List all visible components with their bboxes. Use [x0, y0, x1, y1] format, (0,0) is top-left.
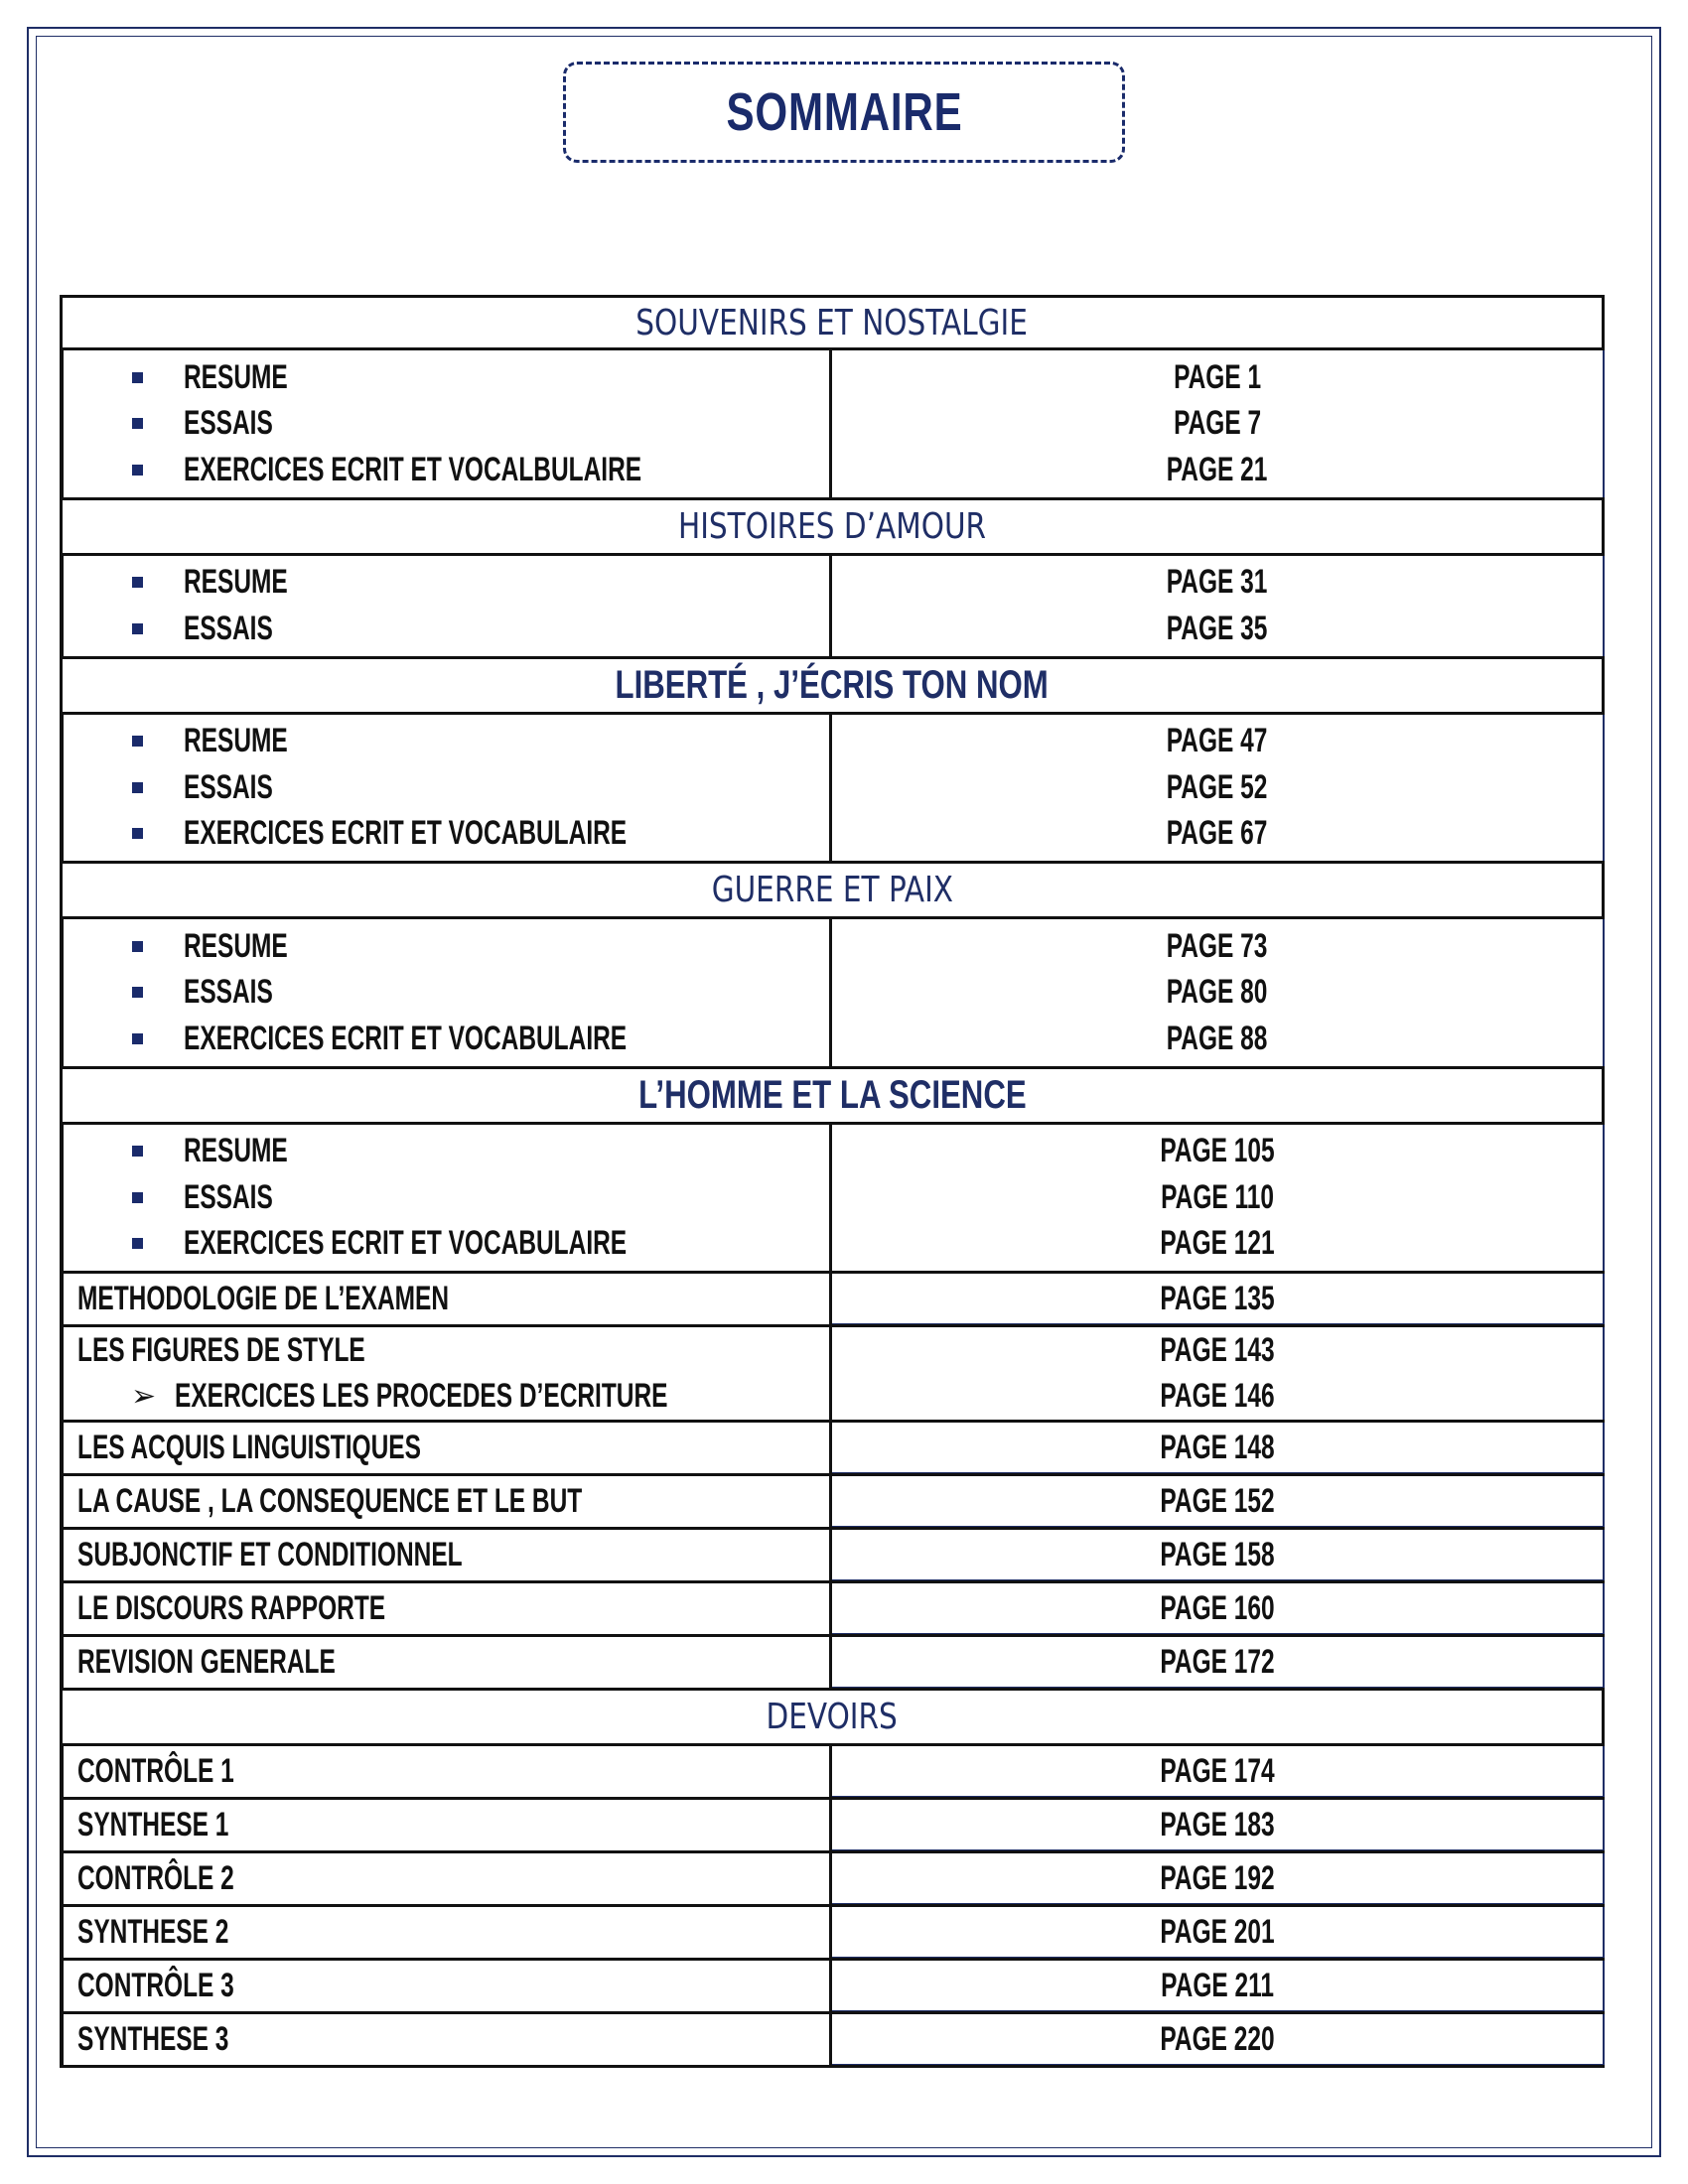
bullet-icon	[132, 828, 143, 839]
table-row[interactable]: METHODOLOGIE DE L’EXAMEN PAGE 135	[60, 1274, 1605, 1327]
arrow-bullet-icon: ➢	[131, 1379, 157, 1413]
page-number: PAGE 105	[1160, 1132, 1275, 1170]
bullet-icon	[132, 736, 143, 747]
bullet-icon	[132, 987, 143, 998]
bullet-icon	[132, 465, 143, 476]
list-item[interactable]: RESUME	[64, 1129, 829, 1175]
table-row[interactable]: SYNTHESE 1 PAGE 183	[60, 1800, 1605, 1853]
title-box	[563, 62, 1125, 163]
section-group	[60, 919, 1605, 1069]
page-number: PAGE 160	[1160, 1588, 1275, 1627]
page-number: PAGE 121	[1160, 1224, 1275, 1263]
bullet-icon	[132, 372, 143, 383]
page-number: PAGE 201	[1160, 1912, 1275, 1951]
section-group	[60, 1125, 1605, 1275]
bullet-icon	[132, 623, 143, 634]
list-item[interactable]: ESSAIS	[64, 1174, 829, 1221]
page-number: PAGE 143	[1160, 1330, 1275, 1369]
page-number: PAGE 152	[1160, 1481, 1275, 1520]
page-number: PAGE 35	[1167, 609, 1268, 647]
page-number: PAGE 146	[1160, 1377, 1275, 1416]
bullet-icon	[132, 1238, 143, 1249]
list-item[interactable]: RESUME	[64, 719, 829, 765]
table-row[interactable]: CONTRÔLE 3 PAGE 211	[60, 1961, 1605, 2014]
page-number: PAGE 110	[1161, 1177, 1274, 1216]
page-number: PAGE 88	[1167, 1019, 1268, 1057]
section-group	[60, 556, 1605, 659]
bullet-icon	[132, 1146, 143, 1157]
list-item[interactable]: RESUME	[64, 354, 829, 401]
bullet-icon	[132, 1033, 143, 1044]
list-item[interactable]: RESUME	[64, 560, 829, 607]
table-row[interactable]: REVISION GENERALE PAGE 172	[60, 1637, 1605, 1691]
list-item[interactable]: EXERCICES ECRIT ET VOCABULAIRE	[64, 1016, 829, 1062]
bullet-icon	[132, 1192, 143, 1203]
section-heading: SOUVENIRS ET NOSTALGIE	[60, 295, 1605, 350]
page-number: PAGE 183	[1160, 1805, 1275, 1843]
table-row[interactable]: CONTRÔLE 2 PAGE 192	[60, 1853, 1605, 1907]
page-number: PAGE 31	[1167, 563, 1268, 602]
table-row[interactable]: LES ACQUIS LINGUISTIQUES PAGE 148	[60, 1423, 1605, 1476]
section-heading: HISTOIRES D’AMOUR	[60, 500, 1605, 556]
table-row[interactable]: CONTRÔLE 1 PAGE 174	[60, 1746, 1605, 1800]
page-number: PAGE 135	[1160, 1279, 1275, 1317]
bullet-icon	[132, 418, 143, 429]
page-number: PAGE 1	[1174, 357, 1261, 396]
page-number: PAGE 211	[1161, 1966, 1274, 2004]
table-of-contents	[60, 295, 1605, 2068]
page-title: SOMMAIRE	[726, 82, 962, 142]
list-item[interactable]: EXERCICES ECRIT ET VOCABULAIRE	[64, 1221, 829, 1268]
table-row[interactable]: SYNTHESE 3 PAGE 220	[60, 2014, 1605, 2068]
bullet-icon	[132, 577, 143, 588]
page-number: PAGE 67	[1167, 814, 1268, 853]
page-number: PAGE 172	[1160, 1642, 1275, 1681]
bullet-icon	[132, 782, 143, 793]
table-row[interactable]: SYNTHESE 2 PAGE 201	[60, 1907, 1605, 1961]
section-group	[60, 715, 1605, 865]
section-heading: LIBERTÉ , J’ÉCRIS TON NOM	[60, 659, 1605, 715]
page-number: PAGE 80	[1167, 973, 1268, 1012]
page-number: PAGE 174	[1160, 1751, 1275, 1790]
page-number: PAGE 47	[1167, 722, 1268, 760]
list-item[interactable]: EXERCICES ECRIT ET VOCABULAIRE	[64, 811, 829, 858]
list-item[interactable]: ESSAIS	[64, 401, 829, 448]
list-item[interactable]: EXERCICES ECRIT ET VOCALBULAIRE	[64, 447, 829, 493]
list-item[interactable]: ESSAIS	[64, 764, 829, 811]
table-row[interactable]: LES FIGURES DE STYLE ➢ EXERCICES LES PROCEDES D’ECRITURE PAGE 143 PAGE 146	[60, 1327, 1605, 1423]
table-row[interactable]: SUBJONCTIF ET CONDITIONNEL PAGE 158	[60, 1530, 1605, 1583]
page-number: PAGE 192	[1160, 1858, 1275, 1897]
list-item[interactable]: ESSAIS	[64, 970, 829, 1017]
bullet-icon	[132, 941, 143, 952]
page-number: PAGE 52	[1167, 767, 1268, 806]
section-heading: GUERRE ET PAIX	[60, 864, 1605, 919]
section-heading: L’HOMME ET LA SCIENCE	[60, 1069, 1605, 1125]
page-number: PAGE 73	[1167, 926, 1268, 965]
table-row[interactable]: LA CAUSE , LA CONSEQUENCE ET LE BUT PAGE 152	[60, 1476, 1605, 1530]
section-heading: DEVOIRS	[60, 1691, 1605, 1746]
section-group	[60, 350, 1605, 500]
page-number: PAGE 158	[1160, 1535, 1275, 1573]
page-number: PAGE 148	[1160, 1428, 1275, 1466]
list-item[interactable]: ESSAIS	[64, 606, 829, 652]
list-item[interactable]: RESUME	[64, 923, 829, 970]
page-number: PAGE 7	[1174, 404, 1261, 443]
page-number: PAGE 21	[1167, 450, 1268, 488]
table-row[interactable]: LE DISCOURS RAPPORTE PAGE 160	[60, 1583, 1605, 1637]
page-number: PAGE 220	[1160, 2019, 1275, 2058]
